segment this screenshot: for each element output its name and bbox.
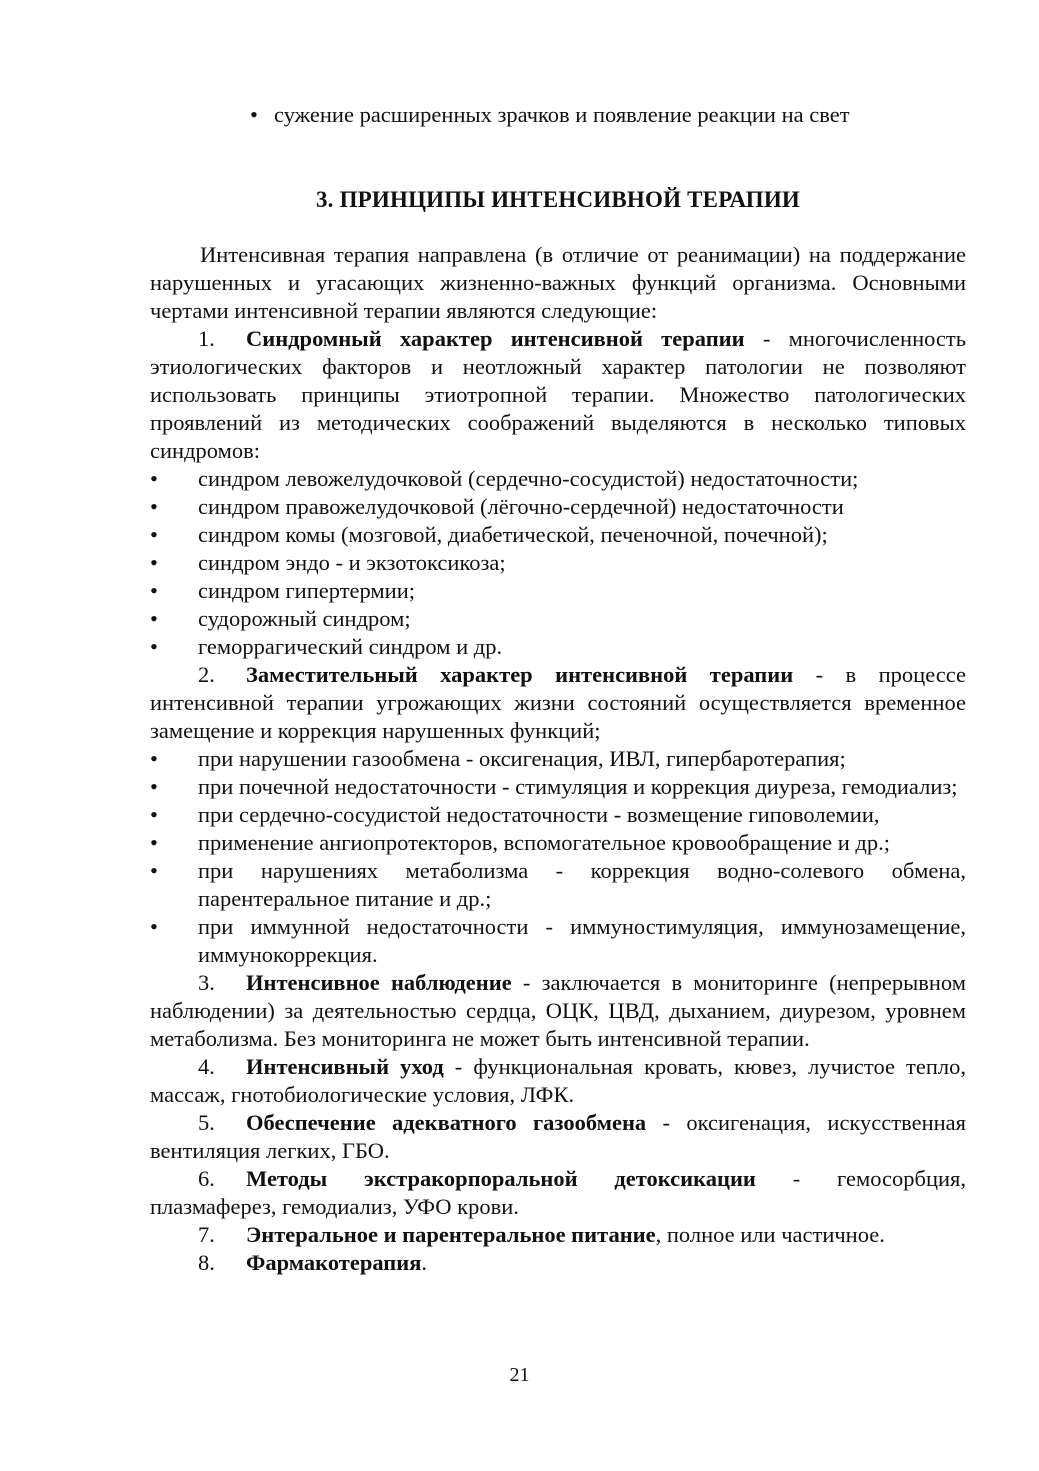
principle-text: - заключается в мониторинге (непрерывном наблюдении) за деятельностью сердца, ОЦК, ЦВД, дыханием, диурезом, уровнем метаболизма. Без мониторинга не может быть интенсивной терапии.: [150, 970, 966, 1051]
principle-number: 8.: [198, 1250, 215, 1275]
page-number: 21: [509, 1364, 530, 1386]
list-item: [150, 913, 966, 969]
list-item: [150, 465, 966, 493]
principle-text: , полное или частичное.: [655, 1222, 885, 1247]
section-body: [150, 241, 966, 1277]
principle-5: [150, 1109, 966, 1165]
list-item: [150, 857, 966, 913]
substitution-list: [150, 745, 966, 969]
list-item: [150, 633, 966, 661]
principle-text: - функциональная кровать, кювез, лучистое тепло, массаж, гнотобиологические условия, ЛФК.: [150, 1054, 966, 1107]
principle-text: - многочисленность этиологических факторов и неотложный характер патологии не позволяют использовать принципы этиотропной терапии. Множество патологических проявлений из методических соображений выделяются в несколько типовых синдромов:: [150, 326, 967, 463]
bullet-icon: •: [150, 466, 158, 491]
principle-6: [150, 1165, 966, 1221]
principle-number: 3.: [198, 970, 215, 995]
principle-title: Фармакотерапия: [246, 1250, 422, 1275]
bullet-icon: •: [150, 746, 158, 771]
principle-number: 1.: [198, 326, 215, 351]
principle-title: Методы экстракорпоральной детоксикации: [246, 1166, 756, 1191]
principle-3: [150, 969, 966, 1053]
principle-number: 4.: [198, 1054, 215, 1079]
section-heading: 3. ПРИНЦИПЫ ИНТЕНСИВНОЙ ТЕРАПИИ: [315, 187, 801, 212]
intro-paragraph: Интенсивная терапия направлена (в отличие от реанимации) на поддержание нарушенных и угасающих жизненно-важных функций организма. Основными чертами интенсивной терапии являются следующие:: [150, 242, 966, 323]
list-item-text: при нарушениях метаболизма - коррекция водно-солевого обмена, парентеральное питание и др.;: [198, 858, 966, 911]
list-item-text: синдром правожелудочковой (лёгочно-сердечной) недостаточности: [198, 494, 844, 519]
principle-7: [150, 1221, 966, 1249]
list-item-text: при иммунной недостаточности - иммуностимуляция, иммунозамещение, иммунокоррекция.: [198, 914, 966, 967]
list-item: [150, 521, 966, 549]
principle-number: 2.: [198, 662, 215, 687]
bullet-icon: •: [150, 550, 158, 575]
bullet-icon: •: [150, 802, 158, 827]
list-item: [150, 801, 966, 829]
bullet-icon: •: [150, 914, 158, 939]
principle-2: [150, 661, 966, 745]
principle-title: Синдромный характер интенсивной терапии: [246, 326, 745, 351]
bullet-icon: •: [150, 858, 158, 883]
list-item-text: синдром эндо - и экзотоксикоза;: [198, 550, 506, 575]
principle-title: Интенсивный уход: [246, 1054, 444, 1079]
bullet-icon: •: [150, 830, 158, 855]
bullet-icon: •: [150, 606, 158, 631]
list-item-text: синдром комы (мозговой, диабетической, печеночной, почечной);: [198, 522, 828, 547]
bullet-icon: •: [150, 634, 158, 659]
principle-title: Интенсивное наблюдение: [246, 970, 512, 995]
bullet-icon: •: [150, 774, 158, 799]
principle-text: - в процессе интенсивной терапии угрожающих жизни состояний осуществляется временное замещение и коррекция нарушенных функций;: [150, 662, 966, 743]
bullet-icon: •: [150, 522, 158, 547]
list-item-text: судорожный синдром;: [198, 606, 411, 631]
list-item: [150, 605, 966, 633]
principle-text: - гемосорбция, плазмаферез, гемодиализ, УФО крови.: [150, 1166, 966, 1219]
principle-number: 7.: [198, 1222, 215, 1247]
principle-title: Энтеральное и парентеральное питание: [246, 1222, 656, 1247]
top-bullet-text: сужение расширенных зрачков и появление реакции на свет: [274, 102, 850, 127]
bullet-icon: •: [250, 102, 258, 127]
principle-4: [150, 1053, 966, 1109]
list-item: [150, 493, 966, 521]
list-item: [150, 745, 966, 773]
syndrome-list: [150, 465, 966, 661]
bullet-icon: •: [150, 494, 158, 519]
principle-text: .: [421, 1250, 428, 1275]
list-item-text: при нарушении газообмена - оксигенация, ИВЛ, гипербаротерапия;: [198, 746, 846, 771]
principle-title: Заместительный характер интенсивной терапии: [246, 662, 794, 687]
top-bullet-item: [250, 101, 850, 129]
principle-1: [150, 325, 966, 465]
list-item: [150, 577, 966, 605]
list-item-text: при почечной недостаточности - стимуляция и коррекция диуреза, гемодиализ;: [198, 774, 958, 799]
list-item-text: применение ангиопротекторов, вспомогательное кровообращение и др.;: [198, 830, 890, 855]
principle-text: - оксигенация, искусственная вентиляция легких, ГБО.: [150, 1110, 966, 1163]
principle-number: 6.: [198, 1166, 215, 1191]
list-item: [150, 829, 966, 857]
list-item-text: при сердечно-сосудистой недостаточности - возмещение гиповолемии,: [198, 802, 880, 827]
list-item: [150, 773, 966, 801]
list-item-text: геморрагический синдром и др.: [198, 634, 503, 659]
principle-number: 5.: [198, 1110, 215, 1135]
list-item-text: синдром гипертермии;: [198, 578, 416, 603]
list-item: [150, 549, 966, 577]
principle-8: [150, 1249, 966, 1277]
bullet-icon: •: [150, 578, 158, 603]
list-item-text: синдром левожелудочковой (сердечно-сосудистой) недостаточности;: [198, 466, 859, 491]
principle-title: Обеспечение адекватного газообмена: [246, 1110, 647, 1135]
